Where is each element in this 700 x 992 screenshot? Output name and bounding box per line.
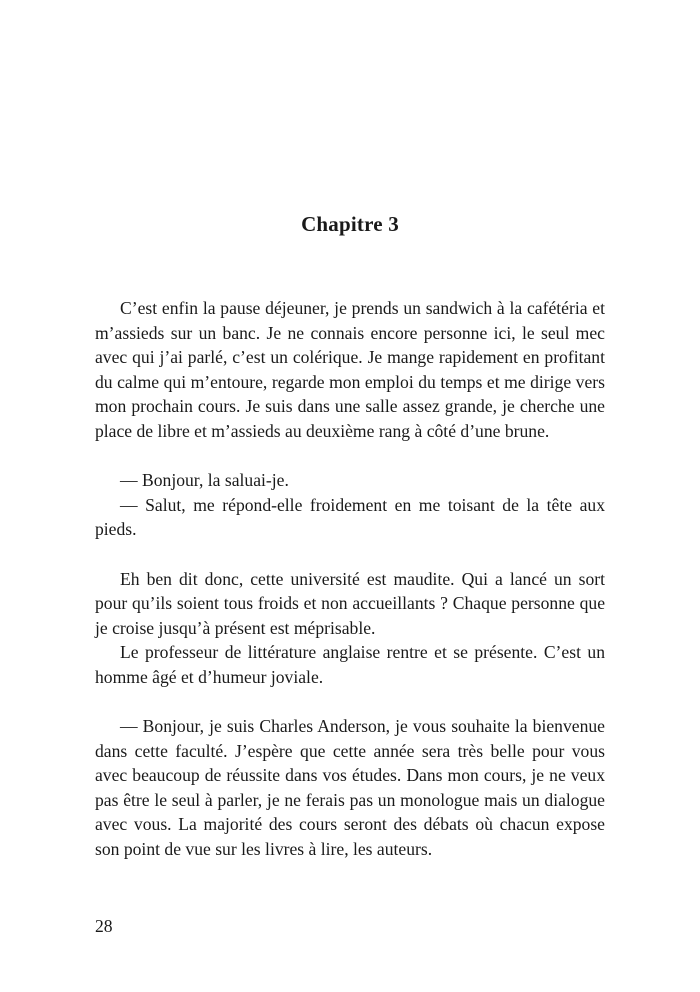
chapter-body — [95, 296, 605, 862]
page-number: 28 — [95, 916, 113, 936]
paragraph-cafeteria: C’est enfin la pause déjeuner, je prends un sandwich à la cafétéria et m’assieds sur un banc. Je ne connais encore personne ici, le seul mec avec qui j’ai parlé, c’est un colérique. Je mange rapidement en profitant du calme qui m’entoure, regarde mon emploi du temps et me dirige vers mon prochain cours. Je suis dans une salle assez grande, je cherche une place de libre et m’assieds au deuxième rang à côté d’une brune. — [95, 298, 605, 441]
dialogue-reply: — Salut, me répond-elle froidement en me toisant de la tête aux pieds. — [95, 494, 605, 540]
paragraph-professor: Le professeur de littérature anglaise rentre et se présente. C’est un homme âgé et d’humeur joviale. — [95, 642, 605, 687]
paragraph-gap — [95, 690, 605, 715]
paragraph-gap — [95, 444, 605, 469]
paragraph-university: Eh ben dit donc, cette université est maudite. Qui a lancé un sort pour qu’ils soient tous froids et non accueillants ? Chaque personne que je croise jusqu’à présent est méprisable. — [95, 568, 605, 638]
paragraph-gap — [95, 542, 605, 567]
dialogue-greeting: — Bonjour, la saluai-je. — [120, 470, 289, 491]
chapter-title: Chapitre 3 — [301, 212, 399, 237]
dialogue-professor-speech: — Bonjour, je suis Charles Anderson, je vous souhaite la bienvenue dans cette faculté. J’espère que cette année sera très belle pour vous avec beaucoup de réussite dans vos études. Dans mon cours, je ne veux pas être le seul à parler, je ne ferais pas un monologue mais un dialogue avec vous. La majorité des cours seront des débats où chacun expose son point de vue sur les livres à lire, les auteurs. — [95, 716, 605, 860]
